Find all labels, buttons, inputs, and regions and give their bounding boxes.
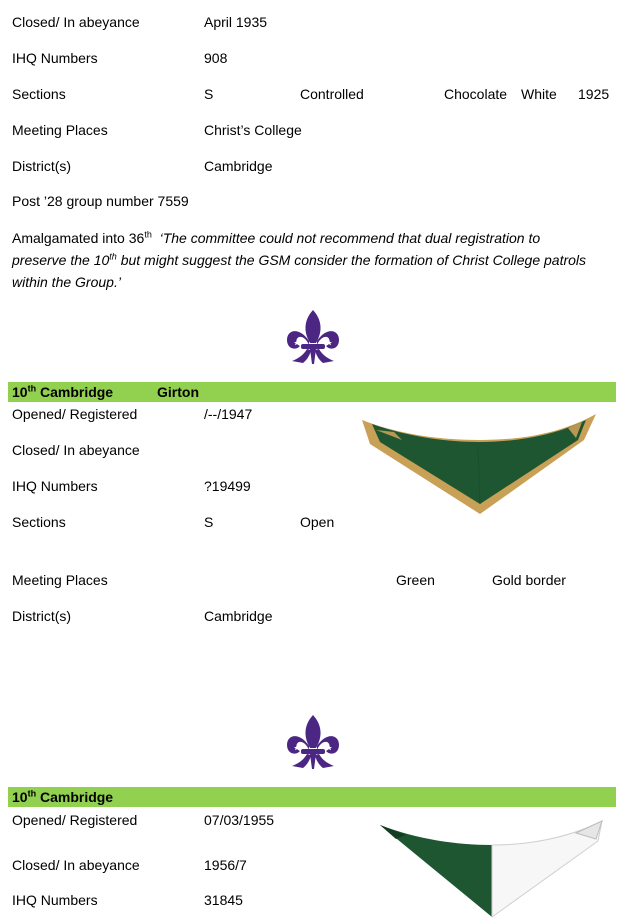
amalgamation-note <box>12 227 618 293</box>
scarf-colour-secondary: White <box>521 86 557 102</box>
scarf-colour-primary: Chocolate <box>444 86 508 102</box>
closed-value: April 1935 <box>204 14 268 30</box>
scarf-border: Gold border <box>492 572 566 588</box>
district-value: Cambridge <box>204 158 273 174</box>
committee-quote-sup: th <box>109 251 117 262</box>
scout-fleur-de-lis-icon <box>283 712 343 772</box>
committee-quote-line2a: preserve the 10 <box>12 252 110 268</box>
committee-quote-line1: ‘The committee could not recommend that dual registration to <box>159 230 541 246</box>
meeting-label: Meeting Places <box>12 122 108 138</box>
ihq-value: ?19499 <box>204 478 251 494</box>
amalgamation-prefix: Amalgamated into 36 <box>12 230 145 246</box>
district-label: District(s) <box>12 608 72 624</box>
ihq-value: 908 <box>204 50 228 66</box>
sections-status: Open <box>300 514 335 530</box>
colour-year: 1925 <box>578 86 610 102</box>
sections-value: S <box>204 514 214 530</box>
group-header-band <box>8 787 616 807</box>
group-place: Girton <box>157 384 199 400</box>
scarf-colour: Green <box>396 572 435 588</box>
ihq-value: 31845 <box>204 892 243 908</box>
closed-label: Closed/ In abeyance <box>12 442 140 458</box>
meeting-value: Christ’s College <box>204 122 302 138</box>
closed-label: Closed/ In abeyance <box>12 14 140 30</box>
scout-fleur-de-lis-icon <box>283 307 343 367</box>
sections-label: Sections <box>12 86 66 102</box>
closed-value: 1956/7 <box>204 857 247 873</box>
opened-label: Opened/ Registered <box>12 406 138 422</box>
sections-label: Sections <box>12 514 66 530</box>
meeting-label: Meeting Places <box>12 572 108 588</box>
green-white-necker-image <box>376 817 606 921</box>
committee-quote-line2b: but might suggest the GSM consider the formation of Christ College patrols <box>116 252 587 268</box>
post28-group-number: Post ’28 group number 7559 <box>12 193 189 209</box>
sections-status: Controlled <box>300 86 364 102</box>
group-header-band <box>8 382 616 402</box>
ihq-label: IHQ Numbers <box>12 892 98 908</box>
green-gold-necker-image <box>358 410 600 520</box>
group-title: 10th Cambridge <box>12 383 114 400</box>
sections-value: S <box>204 86 214 102</box>
closed-label: Closed/ In abeyance <box>12 857 140 873</box>
ihq-label: IHQ Numbers <box>12 50 98 66</box>
ihq-label: IHQ Numbers <box>12 478 98 494</box>
group-title: 10th Cambridge <box>12 788 114 805</box>
opened-value: /--/1947 <box>204 406 253 422</box>
amalgamation-sup: th <box>144 229 152 240</box>
opened-value: 07/03/1955 <box>204 812 275 828</box>
district-label: District(s) <box>12 158 72 174</box>
district-value: Cambridge <box>204 608 273 624</box>
opened-label: Opened/ Registered <box>12 812 138 828</box>
committee-quote-line3: within the Group.’ <box>12 274 121 290</box>
